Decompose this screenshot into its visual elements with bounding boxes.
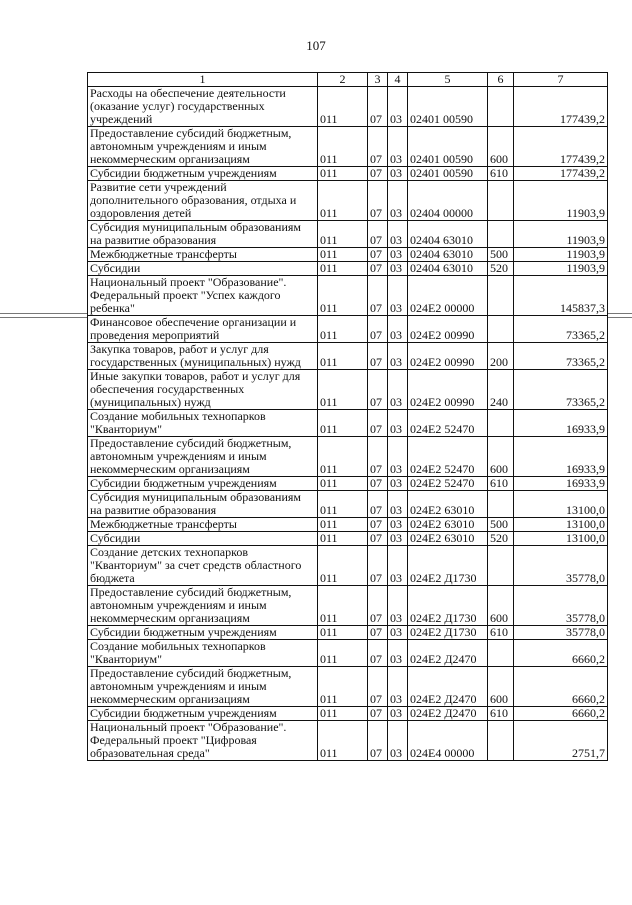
expense-name-cell: Субсидии бюджетным учреждениям (88, 477, 318, 491)
expense-name-cell: Закупка товаров, работ и услуг для государственных (муниципальных) нужд (88, 343, 318, 370)
table-row (88, 262, 608, 276)
ministry-code-cell: 011 (318, 586, 368, 626)
expense-type-cell: 200 (488, 343, 514, 370)
amount-cell: 177439,2 (514, 127, 608, 167)
target-article-cell: 02404 63010 (408, 262, 488, 276)
expense-type-cell: 520 (488, 262, 514, 276)
table-row (88, 127, 608, 167)
ministry-code-cell: 011 (318, 248, 368, 262)
expense-type-cell: 600 (488, 667, 514, 707)
amount-cell: 6660,2 (514, 667, 608, 707)
ministry-code-cell: 011 (318, 437, 368, 477)
ministry-code-cell: 011 (318, 87, 368, 127)
amount-cell: 2751,7 (514, 721, 608, 761)
expense-type-cell: 500 (488, 248, 514, 262)
target-article-cell: 024E2 00990 (408, 370, 488, 410)
expense-name-cell: Субсидии бюджетным учреждениям (88, 626, 318, 640)
amount-cell: 11903,9 (514, 248, 608, 262)
expense-name-cell: Субсидии (88, 262, 318, 276)
subsection-code-cell: 03 (388, 640, 408, 667)
table-row (88, 437, 608, 477)
amount-cell: 16933,9 (514, 410, 608, 437)
section-code-cell: 07 (368, 640, 388, 667)
section-code-cell: 07 (368, 626, 388, 640)
ministry-code-cell: 011 (318, 181, 368, 221)
table-row (88, 410, 608, 437)
amount-cell: 13100,0 (514, 532, 608, 546)
subsection-code-cell: 03 (388, 518, 408, 532)
target-article-cell: 024E2 63010 (408, 491, 488, 518)
subsection-code-cell: 03 (388, 181, 408, 221)
amount-cell: 11903,9 (514, 221, 608, 248)
subsection-code-cell: 03 (388, 626, 408, 640)
table-row (88, 640, 608, 667)
table-row (88, 181, 608, 221)
target-article-cell: 024E2 Д1730 (408, 546, 488, 586)
ministry-code-cell: 011 (318, 532, 368, 546)
expense-type-cell: 500 (488, 518, 514, 532)
table-row (88, 343, 608, 370)
expense-name-cell: Межбюджетные трансферты (88, 248, 318, 262)
amount-cell: 177439,2 (514, 87, 608, 127)
amount-cell: 11903,9 (514, 262, 608, 276)
column-header: 6 (488, 73, 514, 87)
target-article-cell: 024E2 00990 (408, 343, 488, 370)
section-code-cell: 07 (368, 667, 388, 707)
expense-type-cell (488, 87, 514, 127)
ministry-code-cell: 011 (318, 667, 368, 707)
section-code-cell: 07 (368, 316, 388, 343)
amount-cell: 13100,0 (514, 518, 608, 532)
target-article-cell: 02404 63010 (408, 248, 488, 262)
section-code-cell: 07 (368, 721, 388, 761)
section-code-cell: 07 (368, 707, 388, 721)
table-row (88, 518, 608, 532)
table-row (88, 491, 608, 518)
expense-name-cell: Предоставление субсидий бюджетным, автономным учреждениям и иным некоммерческим организациям (88, 127, 318, 167)
target-article-cell: 02404 00000 (408, 181, 488, 221)
ministry-code-cell: 011 (318, 518, 368, 532)
scan-divider-left (0, 317, 87, 318)
amount-cell: 73365,2 (514, 370, 608, 410)
expense-type-cell: 610 (488, 707, 514, 721)
target-article-cell: 024E2 63010 (408, 532, 488, 546)
expense-type-cell (488, 546, 514, 586)
amount-cell: 16933,9 (514, 477, 608, 491)
expense-name-cell: Расходы на обеспечение деятельности (оказание услуг) государственных учреждений (88, 87, 318, 127)
subsection-code-cell: 03 (388, 316, 408, 343)
section-code-cell: 07 (368, 518, 388, 532)
expense-name-cell: Финансовое обеспечение организации и проведения мероприятий (88, 316, 318, 343)
target-article-cell: 024E4 00000 (408, 721, 488, 761)
expense-type-cell: 240 (488, 370, 514, 410)
subsection-code-cell: 03 (388, 707, 408, 721)
expense-name-cell: Создание детских технопарков "Кванториум" за счет средств областного бюджета (88, 546, 318, 586)
target-article-cell: 024E2 52470 (408, 437, 488, 477)
table-row (88, 546, 608, 586)
column-header: 2 (318, 73, 368, 87)
amount-cell: 16933,9 (514, 437, 608, 477)
scan-divider-right (607, 317, 632, 318)
ministry-code-cell: 011 (318, 343, 368, 370)
expense-name-cell: Создание мобильных технопарков "Кванториум" (88, 410, 318, 437)
target-article-cell: 02401 00590 (408, 127, 488, 167)
expense-type-cell: 610 (488, 477, 514, 491)
table-header-row (88, 73, 608, 87)
expense-name-cell: Иные закупки товаров, работ и услуг для обеспечения государственных (муниципальных) нужд (88, 370, 318, 410)
subsection-code-cell: 03 (388, 532, 408, 546)
section-code-cell: 07 (368, 262, 388, 276)
expense-name-cell: Субсидии бюджетным учреждениям (88, 167, 318, 181)
ministry-code-cell: 011 (318, 626, 368, 640)
section-code-cell: 07 (368, 248, 388, 262)
expense-type-cell (488, 181, 514, 221)
amount-cell: 145837,3 (514, 276, 608, 316)
table-row (88, 276, 608, 316)
expense-type-cell (488, 316, 514, 343)
table-row (88, 626, 608, 640)
target-article-cell: 02401 00590 (408, 167, 488, 181)
table-row (88, 721, 608, 761)
subsection-code-cell: 03 (388, 262, 408, 276)
expense-type-cell (488, 221, 514, 248)
expense-name-cell: Создание мобильных технопарков "Кванториум" (88, 640, 318, 667)
target-article-cell: 024E2 Д1730 (408, 586, 488, 626)
subsection-code-cell: 03 (388, 437, 408, 477)
target-article-cell: 024E2 00990 (408, 316, 488, 343)
ministry-code-cell: 011 (318, 546, 368, 586)
subsection-code-cell: 03 (388, 721, 408, 761)
amount-cell: 73365,2 (514, 343, 608, 370)
expense-name-cell: Предоставление субсидий бюджетным, автономным учреждениям и иным некоммерческим организациям (88, 586, 318, 626)
section-code-cell: 07 (368, 532, 388, 546)
budget-table (87, 72, 608, 761)
ministry-code-cell: 011 (318, 316, 368, 343)
column-header: 4 (388, 73, 408, 87)
expense-type-cell (488, 721, 514, 761)
table-row (88, 370, 608, 410)
scan-divider-left (0, 313, 87, 314)
target-article-cell: 02401 00590 (408, 87, 488, 127)
table-row (88, 316, 608, 343)
column-header: 3 (368, 73, 388, 87)
amount-cell: 35778,0 (514, 586, 608, 626)
expense-name-cell: Развитие сети учреждений дополнительного образования, отдыха и оздоровления детей (88, 181, 318, 221)
table-row (88, 667, 608, 707)
expense-type-cell: 600 (488, 437, 514, 477)
expense-name-cell: Субсидии бюджетным учреждениям (88, 707, 318, 721)
section-code-cell: 07 (368, 477, 388, 491)
table-row (88, 477, 608, 491)
amount-cell: 35778,0 (514, 546, 608, 586)
amount-cell: 73365,2 (514, 316, 608, 343)
ministry-code-cell: 011 (318, 640, 368, 667)
subsection-code-cell: 03 (388, 167, 408, 181)
ministry-code-cell: 011 (318, 262, 368, 276)
expense-name-cell: Национальный проект "Образование". Федеральный проект "Цифровая образовательная среда" (88, 721, 318, 761)
expense-name-cell: Субсидии (88, 532, 318, 546)
target-article-cell: 024E2 Д2470 (408, 667, 488, 707)
column-header: 7 (514, 73, 608, 87)
column-header: 5 (408, 73, 488, 87)
expense-type-cell (488, 410, 514, 437)
subsection-code-cell: 03 (388, 276, 408, 316)
amount-cell: 13100,0 (514, 491, 608, 518)
amount-cell: 6660,2 (514, 640, 608, 667)
section-code-cell: 07 (368, 167, 388, 181)
section-code-cell: 07 (368, 370, 388, 410)
page-number: 107 (306, 38, 326, 53)
table-row (88, 707, 608, 721)
expense-type-cell (488, 276, 514, 316)
amount-cell: 35778,0 (514, 626, 608, 640)
target-article-cell: 024E2 63010 (408, 518, 488, 532)
table-row (88, 87, 608, 127)
section-code-cell: 07 (368, 127, 388, 167)
ministry-code-cell: 011 (318, 221, 368, 248)
section-code-cell: 07 (368, 87, 388, 127)
subsection-code-cell: 03 (388, 410, 408, 437)
ministry-code-cell: 011 (318, 721, 368, 761)
subsection-code-cell: 03 (388, 127, 408, 167)
table-row (88, 586, 608, 626)
expense-name-cell: Предоставление субсидий бюджетным, автономным учреждениям и иным некоммерческим организациям (88, 437, 318, 477)
target-article-cell: 024E2 Д2470 (408, 707, 488, 721)
ministry-code-cell: 011 (318, 491, 368, 518)
section-code-cell: 07 (368, 586, 388, 626)
section-code-cell: 07 (368, 437, 388, 477)
expense-type-cell: 600 (488, 127, 514, 167)
expense-name-cell: Межбюджетные трансферты (88, 518, 318, 532)
section-code-cell: 07 (368, 181, 388, 221)
expense-name-cell: Субсидия муниципальным образованиям на развитие образования (88, 221, 318, 248)
section-code-cell: 07 (368, 221, 388, 248)
section-code-cell: 07 (368, 491, 388, 518)
table-row (88, 532, 608, 546)
table-row (88, 167, 608, 181)
section-code-cell: 07 (368, 546, 388, 586)
target-article-cell: 02404 63010 (408, 221, 488, 248)
amount-cell: 11903,9 (514, 181, 608, 221)
section-code-cell: 07 (368, 410, 388, 437)
ministry-code-cell: 011 (318, 370, 368, 410)
expense-name-cell: Предоставление субсидий бюджетным, автономным учреждениям и иным некоммерческим организациям (88, 667, 318, 707)
expense-type-cell: 610 (488, 167, 514, 181)
expense-type-cell (488, 491, 514, 518)
ministry-code-cell: 011 (318, 707, 368, 721)
expense-name-cell: Национальный проект "Образование". Федеральный проект "Успех каждого ребенка" (88, 276, 318, 316)
ministry-code-cell: 011 (318, 410, 368, 437)
table-row (88, 221, 608, 248)
subsection-code-cell: 03 (388, 343, 408, 370)
subsection-code-cell: 03 (388, 477, 408, 491)
subsection-code-cell: 03 (388, 491, 408, 518)
expense-type-cell (488, 640, 514, 667)
expense-name-cell: Субсидия муниципальным образованиям на развитие образования (88, 491, 318, 518)
target-article-cell: 024E2 52470 (408, 477, 488, 491)
ministry-code-cell: 011 (318, 167, 368, 181)
subsection-code-cell: 03 (388, 248, 408, 262)
target-article-cell: 024E2 00000 (408, 276, 488, 316)
target-article-cell: 024E2 Д1730 (408, 626, 488, 640)
scan-divider-right (607, 313, 632, 314)
subsection-code-cell: 03 (388, 586, 408, 626)
subsection-code-cell: 03 (388, 370, 408, 410)
ministry-code-cell: 011 (318, 477, 368, 491)
table-row (88, 248, 608, 262)
section-code-cell: 07 (368, 343, 388, 370)
section-code-cell: 07 (368, 276, 388, 316)
target-article-cell: 024E2 52470 (408, 410, 488, 437)
target-article-cell: 024E2 Д2470 (408, 640, 488, 667)
expense-type-cell: 520 (488, 532, 514, 546)
ministry-code-cell: 011 (318, 127, 368, 167)
column-header: 1 (88, 73, 318, 87)
subsection-code-cell: 03 (388, 221, 408, 248)
ministry-code-cell: 011 (318, 276, 368, 316)
subsection-code-cell: 03 (388, 546, 408, 586)
subsection-code-cell: 03 (388, 667, 408, 707)
amount-cell: 6660,2 (514, 707, 608, 721)
expense-type-cell: 610 (488, 626, 514, 640)
amount-cell: 177439,2 (514, 167, 608, 181)
expense-type-cell: 600 (488, 586, 514, 626)
subsection-code-cell: 03 (388, 87, 408, 127)
